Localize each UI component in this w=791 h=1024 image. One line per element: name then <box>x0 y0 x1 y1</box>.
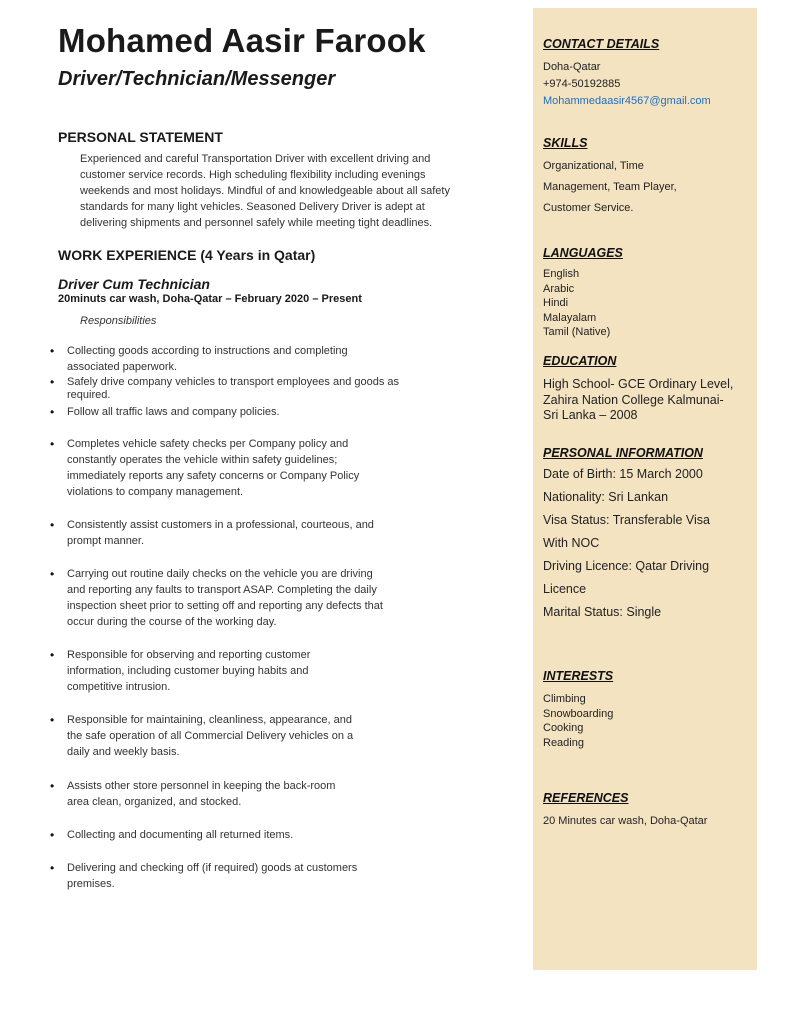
education-line: High School- GCE Ordinary Level, <box>543 377 734 391</box>
responsibility-item <box>67 436 437 500</box>
bullet-line: immediately reports any safety concerns or Company Policy <box>67 470 360 482</box>
language-item: Hindi <box>543 297 569 309</box>
bullet-line: • Assists other store personnel in keeping the back-room <box>67 780 336 792</box>
education-line: Sri Lanka – 2008 <box>543 408 638 422</box>
bullet-line: occur during the course of the working day. <box>67 616 277 628</box>
skills-line: Customer Service. <box>543 202 634 214</box>
personal-info-line: Nationality: Sri Lankan <box>543 490 669 504</box>
skills-line: Organizational, Time <box>543 160 644 172</box>
bullet-line: violations to company management. <box>67 486 244 498</box>
main-column <box>58 22 508 91</box>
responsibility-item <box>67 778 437 810</box>
personal-info-line: Date of Birth: 15 March 2000 <box>543 467 703 481</box>
personal-info-line: Visa Status: Transferable Visa <box>543 513 710 527</box>
personal-info-list <box>543 463 748 624</box>
personal-statement-heading: PERSONAL STATEMENT <box>58 129 223 145</box>
bullet-line: required. <box>67 389 111 401</box>
bullet-line: daily and weekly basis. <box>67 746 180 758</box>
bullet-line: • Responsible for maintaining, cleanliness, appearance, and <box>67 714 352 726</box>
personal-info-line: Driving Licence: Qatar Driving <box>543 559 710 573</box>
candidate-name: Mohamed Aasir Farook <box>58 22 426 59</box>
skills-line: Management, Team Player, <box>543 181 677 193</box>
responsibility-item <box>67 712 437 760</box>
bullet-line: area clean, organized, and stocked. <box>67 796 242 808</box>
personal-statement-section <box>58 129 508 231</box>
interest-item: Cooking <box>543 722 584 734</box>
statement-line: delivering shipments and personnel safely while meeting tight deadlines. <box>80 217 433 229</box>
skills-heading: SKILLS <box>543 136 588 150</box>
references-heading: REFERENCES <box>543 791 629 805</box>
responsibility-item <box>67 827 437 843</box>
personal-info-heading: PERSONAL INFORMATION <box>543 446 703 460</box>
language-item: Tamil (Native) <box>543 326 611 338</box>
language-item: English <box>543 268 580 280</box>
skills-text <box>543 156 748 219</box>
responsibility-item <box>67 376 437 402</box>
contact-email-link[interactable]: Mohammedaasir4567@gmail.com <box>543 95 711 107</box>
bullet-line: • Completes vehicle safety checks per Company policy and <box>67 438 349 450</box>
personal-statement-text <box>80 151 480 231</box>
languages-list <box>543 267 748 340</box>
responsibility-item <box>67 517 437 549</box>
responsibility-item <box>67 860 437 892</box>
references-section <box>543 791 748 829</box>
bullet-line: the safe operation of all Commercial Delivery vehicles on a <box>67 730 354 742</box>
bullet-line: • Delivering and checking off (if required) goods at customers <box>67 862 358 874</box>
language-item: Arabic <box>543 282 575 295</box>
personal-info-line: With NOC <box>543 536 600 550</box>
sidebar <box>533 8 757 970</box>
bullet-line: • Carrying out routine daily checks on the vehicle you are driving <box>67 568 373 580</box>
bullet-line: • Collecting goods according to instructions and completing <box>67 345 348 357</box>
contact-heading: CONTACT DETAILS <box>543 37 660 51</box>
skills-section <box>543 136 748 219</box>
education-section <box>543 354 748 424</box>
contact-location: Doha-Qatar <box>543 61 601 73</box>
bullet-line: inspection sheet prior to setting off and reporting any defects that <box>67 600 383 612</box>
interests-list <box>543 692 748 750</box>
contact-details <box>543 59 748 110</box>
personal-info-line: Marital Status: Single <box>543 605 662 619</box>
bullet-line: • Responsible for observing and reporting customer <box>67 649 311 661</box>
interests-section <box>543 669 748 750</box>
bullet-line: • Follow all traffic laws and company policies. <box>67 406 280 418</box>
work-experience-heading: WORK EXPERIENCE (4 Years in Qatar) <box>58 247 316 263</box>
statement-line: customer service records. High scheduling flexibility including evenings <box>80 169 426 181</box>
contact-phone: +974-50192885 <box>543 78 621 90</box>
bullet-line: • Safely drive company vehicles to transport employees and goods as <box>67 376 400 388</box>
responsibility-item <box>67 647 437 695</box>
statement-line: standards for many light vehicles. Seasoned Delivery Driver is adept at <box>80 201 425 213</box>
bullet-line: constantly operates the vehicle within safety guidelines; <box>67 454 338 466</box>
statement-line: Experienced and careful Transportation Driver with excellent driving and <box>80 153 431 165</box>
responsibilities-label: Responsibilities <box>80 315 157 327</box>
interests-heading: INTERESTS <box>543 669 614 683</box>
interest-item: Reading <box>543 736 584 749</box>
interest-item: Snowboarding <box>543 707 614 720</box>
bullet-line: prompt manner. <box>67 535 145 547</box>
languages-section <box>543 246 748 340</box>
bullet-line: associated paperwork. <box>67 361 178 373</box>
responsibility-item <box>67 343 437 375</box>
bullet-line: • Consistently assist customers in a professional, courteous, and <box>67 519 374 531</box>
bullet-line: • Collecting and documenting all returned items. <box>67 829 294 841</box>
education-heading: EDUCATION <box>543 354 617 368</box>
references-text: 20 Minutes car wash, Doha-Qatar <box>543 815 708 827</box>
job-company: 20minuts car wash, Doha-Qatar – February 2020 – Present <box>58 293 362 305</box>
contact-section <box>543 37 748 110</box>
responsibility-item <box>67 404 437 420</box>
interest-item: Climbing <box>543 693 586 705</box>
candidate-title: Driver/Technician/Messenger <box>58 68 336 90</box>
personal-info-section <box>543 446 748 624</box>
education-line: Zahira Nation College Kalmunai- <box>543 392 724 407</box>
statement-line: weekends and most holidays. Mindful of and knowledgeable about all safety <box>80 185 450 197</box>
languages-heading: LANGUAGES <box>543 246 623 260</box>
personal-info-line: Licence <box>543 582 587 596</box>
responsibility-item <box>67 566 437 630</box>
job-title: Driver Cum Technician <box>58 276 210 292</box>
bullet-line: information, including customer buying habits and <box>67 665 309 677</box>
bullet-line: competitive intrusion. <box>67 681 171 693</box>
language-item: Malayalam <box>543 311 597 324</box>
education-text <box>543 377 748 424</box>
bullet-line: and reporting any faults to transport ASAP. Completing the daily <box>67 584 377 596</box>
bullet-line: premises. <box>67 878 115 890</box>
